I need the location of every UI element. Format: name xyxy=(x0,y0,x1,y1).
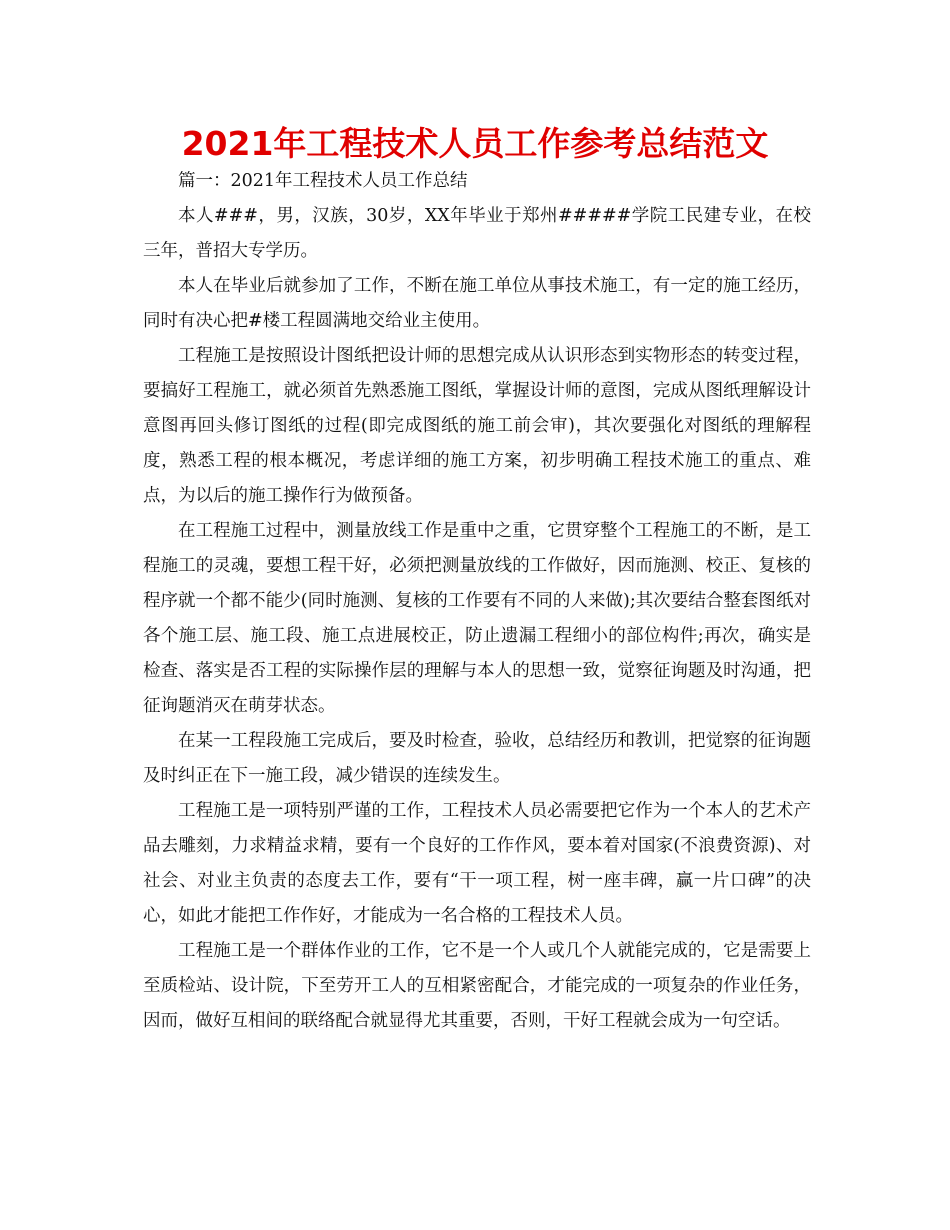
section-heading: 篇一：2021年工程技术人员工作总结 xyxy=(178,171,468,191)
paragraph-3: 工程施工是按照设计图纸把设计师的思想完成从认识形态到实物形态的转变过程，要搞好工程施工，就必须首先熟悉施工图纸，掌握设计师的意图，完成从图纸理解设计意图再回头修订图纸的过程(即完成图纸的施工前会审)，其次要强化对图纸的理解程度，熟悉工程的根本概况，考虑详细的施工方案，初步明确工程技术施工的重点、难点，为以后的施工操作行为做预备。 xyxy=(143,346,811,506)
paragraph-2: 本人在毕业后就参加了工作，不断在施工单位从事技术施工，有一定的施工经历，同时有决心把#楼工程圆满地交给业主使用。 xyxy=(143,276,811,331)
paragraph-4: 在工程施工过程中，测量放线工作是重中之重，它贯穿整个工程施工的不断，是工程施工的灵魂，要想工程干好，必须把测量放线的工作做好，因而施测、校正、复核的程序就一个都不能少(同时施测、复核的工作要有不同的人来做);其次要结合整套图纸对各个施工层、施工段、施工点进展校正，防止遗漏工程细小的部位构件;再次，确实是检查、落实是否工程的实际操作层的理解与本人的思想一致，觉察征询题及时沟通，把征询题消灭在萌芽状态。 xyxy=(143,521,811,716)
paragraph-7: 工程施工是一个群体作业的工作，它不是一个人或几个人就能完成的，它是需要上至质检站、设计院，下至劳开工人的互相紧密配合，才能完成的一项复杂的作业任务，因而，做好互相间的联络配合就显得尤其重要，否则，干好工程就会成为一句空话。 xyxy=(143,941,811,1031)
paragraph-5: 在某一工程段施工完成后，要及时检查，验收，总结经历和教训，把觉察的征询题及时纠正在下一施工段，减少错误的连续发生。 xyxy=(143,731,811,786)
document-body xyxy=(143,164,811,1039)
paragraph-6: 工程施工是一项特别严谨的工作，工程技术人员必需要把它作为一个本人的艺术产品去雕刻，力求精益求精，要有一个良好的工作作风，要本着对国家(不浪费资源)、对社会、对业主负责的态度去工作，要有“干一项工程，树一座丰碑，赢一片口碑”的决心，如此才能把工作作好，才能成为一名合格的工程技术人员。 xyxy=(143,801,811,926)
document-title: 2021年工程技术人员工作参考总结范文 xyxy=(181,124,769,163)
paragraph-1: 本人###，男，汉族，30岁，XX年毕业于郑州#####学院工民建专业，在校三年，普招大专学历。 xyxy=(143,206,811,261)
